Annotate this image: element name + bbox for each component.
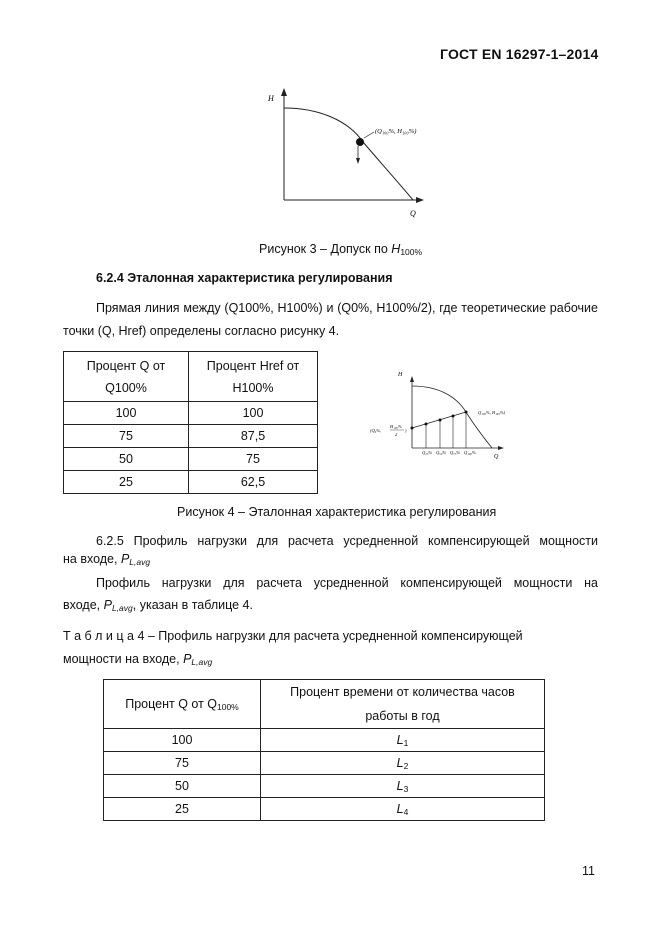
- table-header-cell: Процент Q от $Q_{100\%}$: [104, 680, 261, 729]
- table-row: 50 $L_3$: [104, 775, 545, 798]
- point-label: (Q₁₀₀%, H₁₀₀%): [375, 128, 417, 135]
- x-tick-label: Q₁₀₀%: [464, 450, 476, 455]
- x-axis-arrow: [416, 197, 424, 203]
- para2-line2: на входе, $P_{L,avg}$: [63, 552, 151, 567]
- para1-line1: Прямая линия между (Q100%, H100%) и (Q0%, H100%/2), где теоретические рабочие: [96, 301, 598, 315]
- y-axis-arrow: [410, 376, 414, 382]
- figure-3-graph: [258, 82, 438, 222]
- table-row: 75 87,5: [64, 425, 318, 448]
- table-row: 25 62,5: [64, 471, 318, 494]
- figure-3-caption: Рисунок 3 – Допуск по $H_{100\%}$: [259, 242, 423, 257]
- para3-line2: входе, $P_{L,avg}$, указан в таблице 4.: [63, 598, 253, 613]
- table4-caption-line2: мощности на входе, $P_{L,avg}$: [63, 652, 213, 667]
- page-number: 11: [582, 864, 595, 878]
- table-row: 100 100: [64, 402, 318, 425]
- reference-table: [63, 351, 318, 494]
- left-label-den: 2: [395, 432, 398, 437]
- table-row: 75 $L_2$: [104, 752, 545, 775]
- y-axis-arrow: [281, 88, 287, 96]
- para2-line1: 6.2.5 Профиль нагрузки для расчета усредненной компенсирующей мощности: [96, 534, 598, 548]
- section-title: 6.2.4 Эталонная характеристика регулирования: [96, 271, 393, 285]
- left-label-num: H₁₀₀%: [390, 424, 402, 429]
- point-label: Q₁₀₀%, H₁₀₀%): [478, 410, 506, 415]
- x-axis-label: Q: [494, 454, 499, 460]
- table4-caption-line1: Т а б л и ц а 4 – Профиль нагрузки для расчета усредненной компенсирующей: [63, 629, 523, 643]
- x-axis-arrow: [498, 446, 504, 450]
- para3-line1: Профиль нагрузки для расчета усредненной компенсирующей мощности на: [96, 576, 598, 590]
- pump-curve: [284, 108, 413, 200]
- figure-4-caption: Рисунок 4 – Эталонная характеристика регулирования: [177, 505, 497, 519]
- y-axis-label: H: [268, 94, 274, 103]
- operating-point: [356, 138, 364, 146]
- document-header: ГОСТ EN 16297-1–2014: [440, 46, 599, 62]
- para1-line2: точки (Q, Href) определены согласно рисунку 4.: [63, 324, 340, 338]
- table-header-row: [64, 352, 318, 402]
- table-header-row: [104, 680, 545, 729]
- x-tick-label: Q₇₅%: [450, 450, 461, 455]
- data-point: [465, 411, 468, 414]
- data-point: [452, 415, 455, 418]
- table-row: 50 75: [64, 448, 318, 471]
- table-header-cell: Процент Href от H100%: [189, 352, 318, 402]
- table-row: 25 $L_4$: [104, 798, 545, 821]
- x-axis-label: Q: [410, 209, 416, 218]
- left-label-close: ): [405, 428, 407, 433]
- table-header-cell: Процент Q от Q100%: [64, 352, 189, 402]
- load-profile-table: [103, 679, 545, 821]
- x-tick-label: Q₂₅%: [422, 450, 433, 455]
- data-point: [439, 419, 442, 422]
- data-point: [411, 427, 414, 430]
- figure-4-graph: [368, 366, 518, 462]
- table-row: 100 $L_1$: [104, 729, 545, 752]
- data-point: [425, 423, 428, 426]
- point-leader: [364, 132, 374, 138]
- y-axis-label: H: [398, 372, 403, 378]
- left-label-a: (Q₀%,: [370, 428, 382, 433]
- tolerance-arrowhead: [356, 158, 360, 164]
- table-header-cell: Процент времени от количества часов работы в год: [261, 680, 545, 729]
- x-tick-label: Q₅₀%: [436, 450, 447, 455]
